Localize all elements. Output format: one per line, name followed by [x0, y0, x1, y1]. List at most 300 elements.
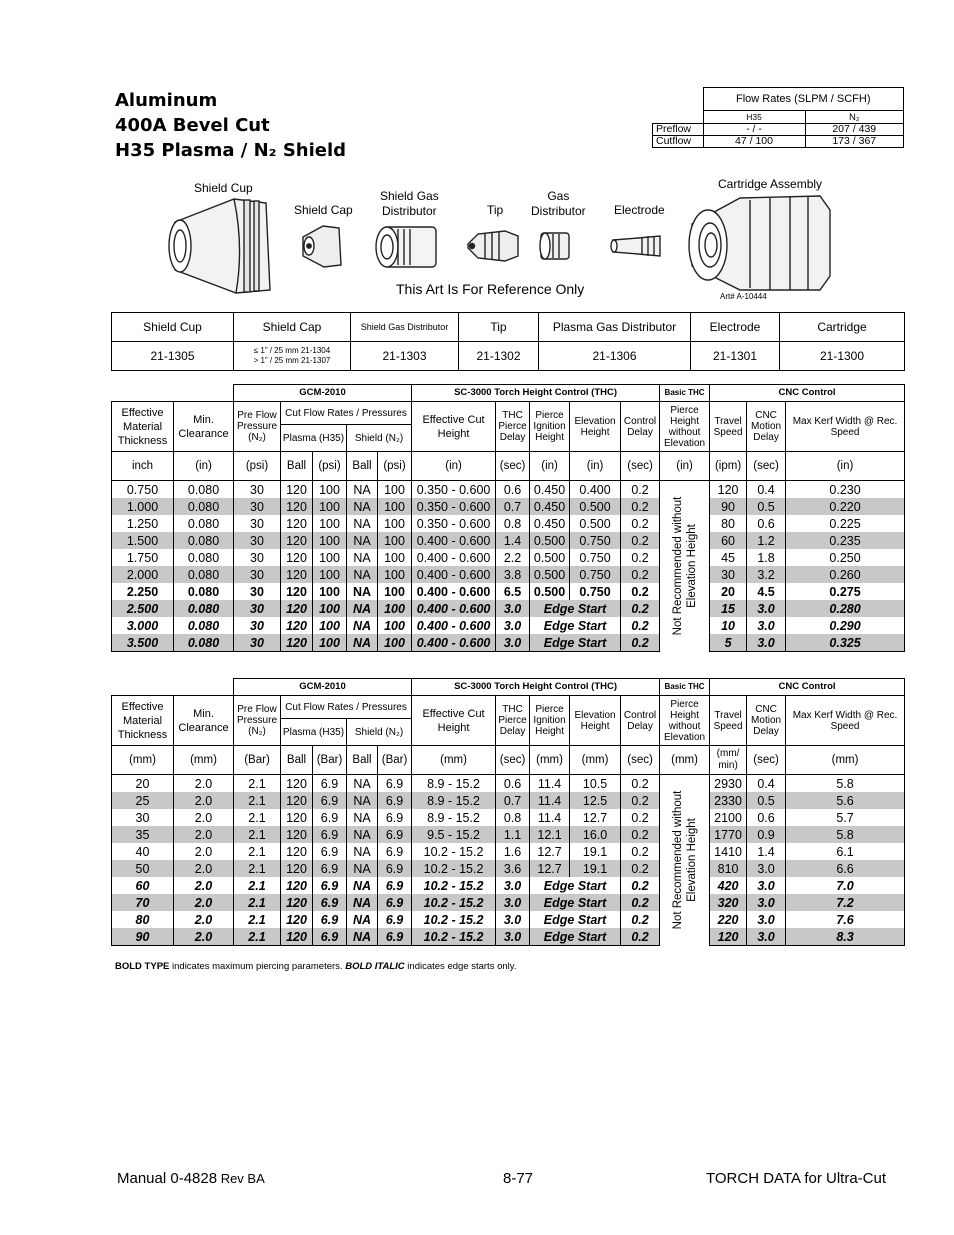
- table-cell: 3.0: [747, 860, 786, 877]
- table-cell: 2330: [710, 792, 747, 809]
- table-cell: 4.5: [747, 583, 786, 600]
- table-cell: 100: [313, 481, 347, 499]
- not-recommended-cell: [660, 775, 710, 946]
- table-cell: 2100: [710, 809, 747, 826]
- table-cell: 6.9: [313, 826, 347, 843]
- table-cell: 2.500: [112, 600, 174, 617]
- table-cell: 100: [313, 532, 347, 549]
- table-cell: 3.0: [747, 894, 786, 911]
- cut-table-inch: [111, 384, 905, 652]
- table-cell: 0.275: [786, 583, 905, 600]
- cut-table-metric: [111, 678, 905, 946]
- header-preflow: Pre Flow Pressure (N₂): [234, 696, 281, 746]
- unit-cell: (sec): [747, 746, 786, 775]
- unit-cell: (mm): [786, 746, 905, 775]
- table-cell: 0.450: [530, 498, 570, 515]
- unit-cell: (mm): [174, 746, 234, 775]
- table-cell: 60: [112, 877, 174, 894]
- table-cell: 6.9: [313, 860, 347, 877]
- table-cell: 2.0: [174, 860, 234, 877]
- unit-cell: (sec): [621, 746, 660, 775]
- unit-cell: (in): [530, 452, 570, 481]
- inch-data-table: [111, 384, 905, 652]
- table-cell: 2.0: [174, 843, 234, 860]
- table-cell: 1.2: [747, 532, 786, 549]
- table-cell: NA: [347, 549, 378, 566]
- table-cell: 20: [710, 583, 747, 600]
- unit-cell: (in): [570, 452, 621, 481]
- table-cell: 11.4: [530, 775, 570, 793]
- table-cell: 7.6: [786, 911, 905, 928]
- table-cell: 0.080: [174, 600, 234, 617]
- table-cell: 10.2 - 15.2: [412, 843, 496, 860]
- table-cell: 0.350 - 0.600: [412, 498, 496, 515]
- table-cell: 100: [378, 617, 412, 634]
- table-cell: 0.230: [786, 481, 905, 499]
- not-recommended-text: Not Recommended without Elevation Height: [671, 790, 698, 930]
- header-thc-delay: THC Pierce Delay: [496, 402, 530, 452]
- table-cell: 810: [710, 860, 747, 877]
- table-cell: 6.1: [786, 843, 905, 860]
- header-basic: Basic THC: [660, 385, 710, 402]
- table-cell: 6.9: [378, 928, 412, 946]
- table-cell: 10.2 - 15.2: [412, 860, 496, 877]
- table-cell: 0.400 - 0.600: [412, 583, 496, 600]
- table-cell: 0.750: [570, 532, 621, 549]
- table-cell: 1.8: [747, 549, 786, 566]
- table-cell: NA: [347, 481, 378, 499]
- table-cell: 5.8: [786, 826, 905, 843]
- table-cell: 10.5: [570, 775, 621, 793]
- unit-cell: (in): [174, 452, 234, 481]
- parts-header: Shield Cap: [234, 313, 351, 342]
- parts-illustration: [0, 0, 954, 310]
- header-motion-delay: CNC Motion Delay: [747, 696, 786, 746]
- unit-cell: (mm/ min): [710, 746, 747, 775]
- part-shield-cup: 21-1305: [112, 342, 234, 371]
- header-control-delay: Control Delay: [621, 696, 660, 746]
- table-cell: 12.1: [530, 826, 570, 843]
- table-cell: 12.5: [570, 792, 621, 809]
- header-plasma: Plasma (H35): [281, 425, 347, 452]
- table-cell: 0.260: [786, 566, 905, 583]
- unit-cell: (psi): [234, 452, 281, 481]
- table-cell: NA: [347, 911, 378, 928]
- edge-start-cell: Edge Start: [530, 928, 621, 946]
- table-cell: 6.9: [378, 775, 412, 793]
- table-cell: 0.080: [174, 549, 234, 566]
- table-cell: 2.0: [174, 877, 234, 894]
- table-cell: 6.5: [496, 583, 530, 600]
- table-row: [112, 809, 905, 826]
- table-cell: NA: [347, 498, 378, 515]
- table-cell: 8.9 - 15.2: [412, 792, 496, 809]
- table-cell: 80: [710, 515, 747, 532]
- note-bold: BOLD TYPE: [115, 961, 170, 972]
- table-cell: 0.8: [496, 515, 530, 532]
- parts-header: Electrode: [691, 313, 780, 342]
- table-cell: 3.0: [496, 617, 530, 634]
- units-row: [112, 746, 905, 775]
- header-basic: Basic THC: [660, 679, 710, 696]
- table-cell: 11.4: [530, 809, 570, 826]
- unit-cell: Ball: [347, 452, 378, 481]
- table-cell: 2.0: [174, 809, 234, 826]
- flow-preflow-n2: 207 / 439: [805, 124, 904, 136]
- table-cell: 30: [234, 532, 281, 549]
- header-gcm: GCM-2010: [234, 679, 412, 696]
- header-cnc: CNC Control: [710, 385, 905, 402]
- table-cell: 100: [378, 532, 412, 549]
- table-cell: 6.9: [313, 877, 347, 894]
- table-cell: 15: [710, 600, 747, 617]
- table-cell: 10.2 - 15.2: [412, 894, 496, 911]
- header-thickness: Effective Material Thickness: [112, 402, 174, 452]
- table-cell: 2.250: [112, 583, 174, 600]
- table-cell: 100: [313, 515, 347, 532]
- table-cell: 0.2: [621, 549, 660, 566]
- table-cell: 1.4: [747, 843, 786, 860]
- table-cell: 120: [281, 894, 313, 911]
- unit-cell: (mm): [570, 746, 621, 775]
- table-cell: 0.7: [496, 792, 530, 809]
- table-cell: 2.1: [234, 860, 281, 877]
- table-cell: 0.500: [570, 515, 621, 532]
- table-cell: 120: [281, 877, 313, 894]
- table-cell: 120: [281, 498, 313, 515]
- table-cell: 1.4: [496, 532, 530, 549]
- table-cell: 5.8: [786, 775, 905, 793]
- table-row: [112, 532, 905, 549]
- table-cell: 2.1: [234, 792, 281, 809]
- table-cell: 0.6: [747, 809, 786, 826]
- parts-header: Cartridge: [780, 313, 905, 342]
- table-cell: 0.225: [786, 515, 905, 532]
- table-cell: 2930: [710, 775, 747, 793]
- table-cell: 120: [281, 583, 313, 600]
- header-travel: Travel Speed: [710, 696, 747, 746]
- unit-cell: Ball: [347, 746, 378, 775]
- legend-note: [115, 961, 516, 972]
- table-cell: NA: [347, 826, 378, 843]
- table-cell: 0.2: [621, 894, 660, 911]
- flow-preflow-h35: - / -: [703, 124, 805, 136]
- table-cell: NA: [347, 894, 378, 911]
- note-bold-italic: BOLD ITALIC: [345, 961, 405, 972]
- header-pierce-wo: Pierce Height without Elevation: [660, 696, 710, 746]
- table-cell: 3.0: [496, 894, 530, 911]
- table-cell: 9.5 - 15.2: [412, 826, 496, 843]
- table-cell: 0.500: [570, 498, 621, 515]
- table-cell: 0.2: [621, 481, 660, 499]
- unit-cell: (in): [412, 452, 496, 481]
- table-cell: 0.500: [530, 566, 570, 583]
- table-cell: 0.5: [747, 498, 786, 515]
- table-cell: 6.9: [313, 911, 347, 928]
- header-cnc: CNC Control: [710, 679, 905, 696]
- table-cell: 120: [281, 775, 313, 793]
- label-cartridge-assembly: Cartridge Assembly: [718, 177, 823, 191]
- header-row: [112, 385, 905, 402]
- table-cell: 60: [710, 532, 747, 549]
- header-gcm: GCM-2010: [234, 385, 412, 402]
- title-gases: H35 Plasma / N₂ Shield: [115, 140, 347, 161]
- unit-cell: (sec): [747, 452, 786, 481]
- table-cell: 0.080: [174, 515, 234, 532]
- table-cell: 30: [234, 617, 281, 634]
- table-cell: 3.0: [496, 877, 530, 894]
- table-cell: 2.0: [174, 792, 234, 809]
- table-cell: 0.400: [570, 481, 621, 499]
- table-cell: 420: [710, 877, 747, 894]
- table-cell: 30: [234, 583, 281, 600]
- table-cell: 11.4: [530, 792, 570, 809]
- header-preflow: Pre Flow Pressure (N₂): [234, 402, 281, 452]
- table-cell: 2.1: [234, 775, 281, 793]
- parts-header: Tip: [459, 313, 539, 342]
- table-cell: 10.2 - 15.2: [412, 911, 496, 928]
- unit-cell: (ipm): [710, 452, 747, 481]
- label-gas-distributor: Gas Distributor: [531, 189, 586, 218]
- part-shield-cap-large: > 1” / 25 mm 21-1307: [253, 356, 331, 365]
- table-cell: 0.2: [621, 792, 660, 809]
- table-cell: NA: [347, 775, 378, 793]
- unit-cell: (mm): [412, 746, 496, 775]
- table-cell: 1.750: [112, 549, 174, 566]
- table-cell: 5.7: [786, 809, 905, 826]
- table-cell: 35: [112, 826, 174, 843]
- header-cutflow: Cut Flow Rates / Pressures: [281, 696, 412, 719]
- header-shield: Shield (N₂): [347, 719, 412, 746]
- table-cell: 12.7: [570, 809, 621, 826]
- label-tip: Tip: [487, 203, 504, 217]
- table-cell: 6.9: [378, 792, 412, 809]
- unit-cell: (sec): [496, 452, 530, 481]
- table-cell: 100: [378, 634, 412, 652]
- table-cell: 6.9: [378, 894, 412, 911]
- table-cell: 120: [281, 549, 313, 566]
- table-cell: 70: [112, 894, 174, 911]
- table-cell: 2.0: [174, 911, 234, 928]
- table-cell: 100: [378, 549, 412, 566]
- table-cell: 0.2: [621, 515, 660, 532]
- table-cell: NA: [347, 566, 378, 583]
- table-cell: 0.400 - 0.600: [412, 532, 496, 549]
- not-recommended-text: Not Recommended without Elevation Height: [671, 496, 698, 636]
- table-row: [112, 894, 905, 911]
- header-kerf: Max Kerf Width @ Rec. Speed: [786, 402, 905, 452]
- table-cell: NA: [347, 843, 378, 860]
- table-cell: 6.9: [313, 928, 347, 946]
- table-cell: 100: [313, 617, 347, 634]
- table-cell: NA: [347, 617, 378, 634]
- table-cell: 120: [281, 481, 313, 499]
- part-shield-gas-distributor: 21-1303: [351, 342, 459, 371]
- table-row: [112, 928, 905, 946]
- table-cell: 0.400 - 0.600: [412, 600, 496, 617]
- table-cell: 5: [710, 634, 747, 652]
- table-cell: 0.2: [621, 826, 660, 843]
- table-cell: 30: [112, 809, 174, 826]
- table-cell: 3.0: [496, 634, 530, 652]
- table-cell: 1.500: [112, 532, 174, 549]
- unit-cell: Ball: [281, 452, 313, 481]
- header-thc: SC-3000 Torch Height Control (THC): [412, 385, 660, 402]
- table-cell: 100: [378, 498, 412, 515]
- table-cell: NA: [347, 634, 378, 652]
- table-cell: 0.080: [174, 498, 234, 515]
- flow-cutflow-label: Cutflow: [653, 136, 704, 148]
- table-cell: 0.2: [621, 775, 660, 793]
- table-cell: 0.400 - 0.600: [412, 549, 496, 566]
- table-cell: 6.9: [313, 843, 347, 860]
- table-cell: 0.4: [747, 775, 786, 793]
- footer-manual: [117, 1170, 265, 1187]
- table-cell: 8.9 - 15.2: [412, 775, 496, 793]
- table-cell: 0.750: [570, 583, 621, 600]
- edge-start-cell: Edge Start: [530, 617, 621, 634]
- table-cell: 0.220: [786, 498, 905, 515]
- header-eff-height: Effective Cut Height: [412, 402, 496, 452]
- table-row: [112, 792, 905, 809]
- table-cell: 0.400 - 0.600: [412, 634, 496, 652]
- header-pierce-wo: Pierce Height without Elevation: [660, 402, 710, 452]
- table-cell: 0.325: [786, 634, 905, 652]
- table-cell: 0.235: [786, 532, 905, 549]
- table-cell: 120: [281, 826, 313, 843]
- table-cell: 3.8: [496, 566, 530, 583]
- footer-page-number: 8-77: [503, 1170, 534, 1187]
- table-row: [112, 498, 905, 515]
- table-row: [112, 775, 905, 793]
- table-cell: 6.9: [313, 792, 347, 809]
- table-row: [112, 911, 905, 928]
- table-cell: 10: [710, 617, 747, 634]
- table-cell: 6.9: [378, 877, 412, 894]
- table-cell: 0.450: [530, 515, 570, 532]
- header-pierce-ign: Pierce Ignition Height: [530, 696, 570, 746]
- table-cell: 120: [710, 928, 747, 946]
- not-recommended-cell: [660, 481, 710, 652]
- table-cell: 120: [281, 532, 313, 549]
- table-cell: NA: [347, 792, 378, 809]
- table-cell: 80: [112, 911, 174, 928]
- table-cell: 30: [234, 634, 281, 652]
- table-row: [112, 583, 905, 600]
- table-cell: 100: [313, 583, 347, 600]
- table-cell: 10.2 - 15.2: [412, 877, 496, 894]
- table-cell: 19.1: [570, 843, 621, 860]
- table-cell: 6.9: [378, 911, 412, 928]
- table-cell: 16.0: [570, 826, 621, 843]
- table-cell: 0.9: [747, 826, 786, 843]
- table-cell: 1.000: [112, 498, 174, 515]
- table-cell: 100: [378, 566, 412, 583]
- table-cell: 120: [281, 860, 313, 877]
- table-cell: 1410: [710, 843, 747, 860]
- table-cell: 0.2: [621, 498, 660, 515]
- table-cell: 120: [281, 843, 313, 860]
- header-cutflow: Cut Flow Rates / Pressures: [281, 402, 412, 425]
- unit-cell: (in): [786, 452, 905, 481]
- table-cell: 0.8: [496, 809, 530, 826]
- table-cell: 3.500: [112, 634, 174, 652]
- parts-table: [111, 312, 905, 371]
- table-cell: 8.9 - 15.2: [412, 809, 496, 826]
- table-cell: 0.350 - 0.600: [412, 481, 496, 499]
- parts-value-row: [112, 342, 905, 371]
- note-text: indicates edge starts only.: [404, 961, 517, 972]
- unit-cell: (psi): [313, 452, 347, 481]
- edge-start-cell: Edge Start: [530, 894, 621, 911]
- edge-start-cell: Edge Start: [530, 634, 621, 652]
- part-electrode: 21-1301: [691, 342, 780, 371]
- edge-start-cell: Edge Start: [530, 600, 621, 617]
- table-cell: 2.0: [174, 928, 234, 946]
- table-cell: 6.9: [378, 860, 412, 877]
- unit-cell: (sec): [496, 746, 530, 775]
- table-cell: 100: [378, 515, 412, 532]
- header-motion-delay: CNC Motion Delay: [747, 402, 786, 452]
- table-cell: 1.250: [112, 515, 174, 532]
- table-cell: NA: [347, 860, 378, 877]
- table-row: [112, 634, 905, 652]
- table-cell: 0.750: [112, 481, 174, 499]
- table-cell: 2.000: [112, 566, 174, 583]
- table-cell: 100: [313, 634, 347, 652]
- flow-col-n2: N₂: [805, 111, 904, 124]
- table-cell: 2.0: [174, 775, 234, 793]
- table-cell: 0.4: [747, 481, 786, 499]
- flow-preflow-label: Preflow: [653, 124, 704, 136]
- table-cell: 120: [281, 515, 313, 532]
- header-travel: Travel Speed: [710, 402, 747, 452]
- footer-manual-number: Manual 0-4828: [117, 1170, 218, 1187]
- table-cell: 45: [710, 549, 747, 566]
- table-cell: 3.0: [496, 911, 530, 928]
- table-cell: 2.1: [234, 911, 281, 928]
- table-cell: 120: [710, 481, 747, 499]
- table-cell: 0.500: [530, 583, 570, 600]
- table-cell: 1770: [710, 826, 747, 843]
- table-row: [112, 860, 905, 877]
- footer-section: TORCH DATA for Ultra-Cut: [706, 1170, 887, 1187]
- header-row: [112, 402, 905, 425]
- table-row: [112, 549, 905, 566]
- table-cell: 8.3: [786, 928, 905, 946]
- header-thc-delay: THC Pierce Delay: [496, 696, 530, 746]
- table-cell: 100: [313, 498, 347, 515]
- table-cell: 3.0: [747, 911, 786, 928]
- table-cell: 120: [281, 634, 313, 652]
- table-cell: 0.290: [786, 617, 905, 634]
- table-cell: NA: [347, 877, 378, 894]
- header-elevation: Elevation Height: [570, 402, 621, 452]
- header-pierce-ign: Pierce Ignition Height: [530, 402, 570, 452]
- table-cell: 30: [234, 600, 281, 617]
- title-material: Aluminum: [115, 90, 218, 111]
- table-cell: 3.000: [112, 617, 174, 634]
- table-cell: 6.9: [378, 826, 412, 843]
- table-cell: 7.0: [786, 877, 905, 894]
- unit-cell: inch: [112, 452, 174, 481]
- table-cell: 2.1: [234, 809, 281, 826]
- parts-header-row: [112, 313, 905, 342]
- reference-note: This Art Is For Reference Only: [396, 281, 585, 297]
- table-row: [112, 877, 905, 894]
- table-cell: 0.2: [621, 928, 660, 946]
- unit-cell: (Bar): [234, 746, 281, 775]
